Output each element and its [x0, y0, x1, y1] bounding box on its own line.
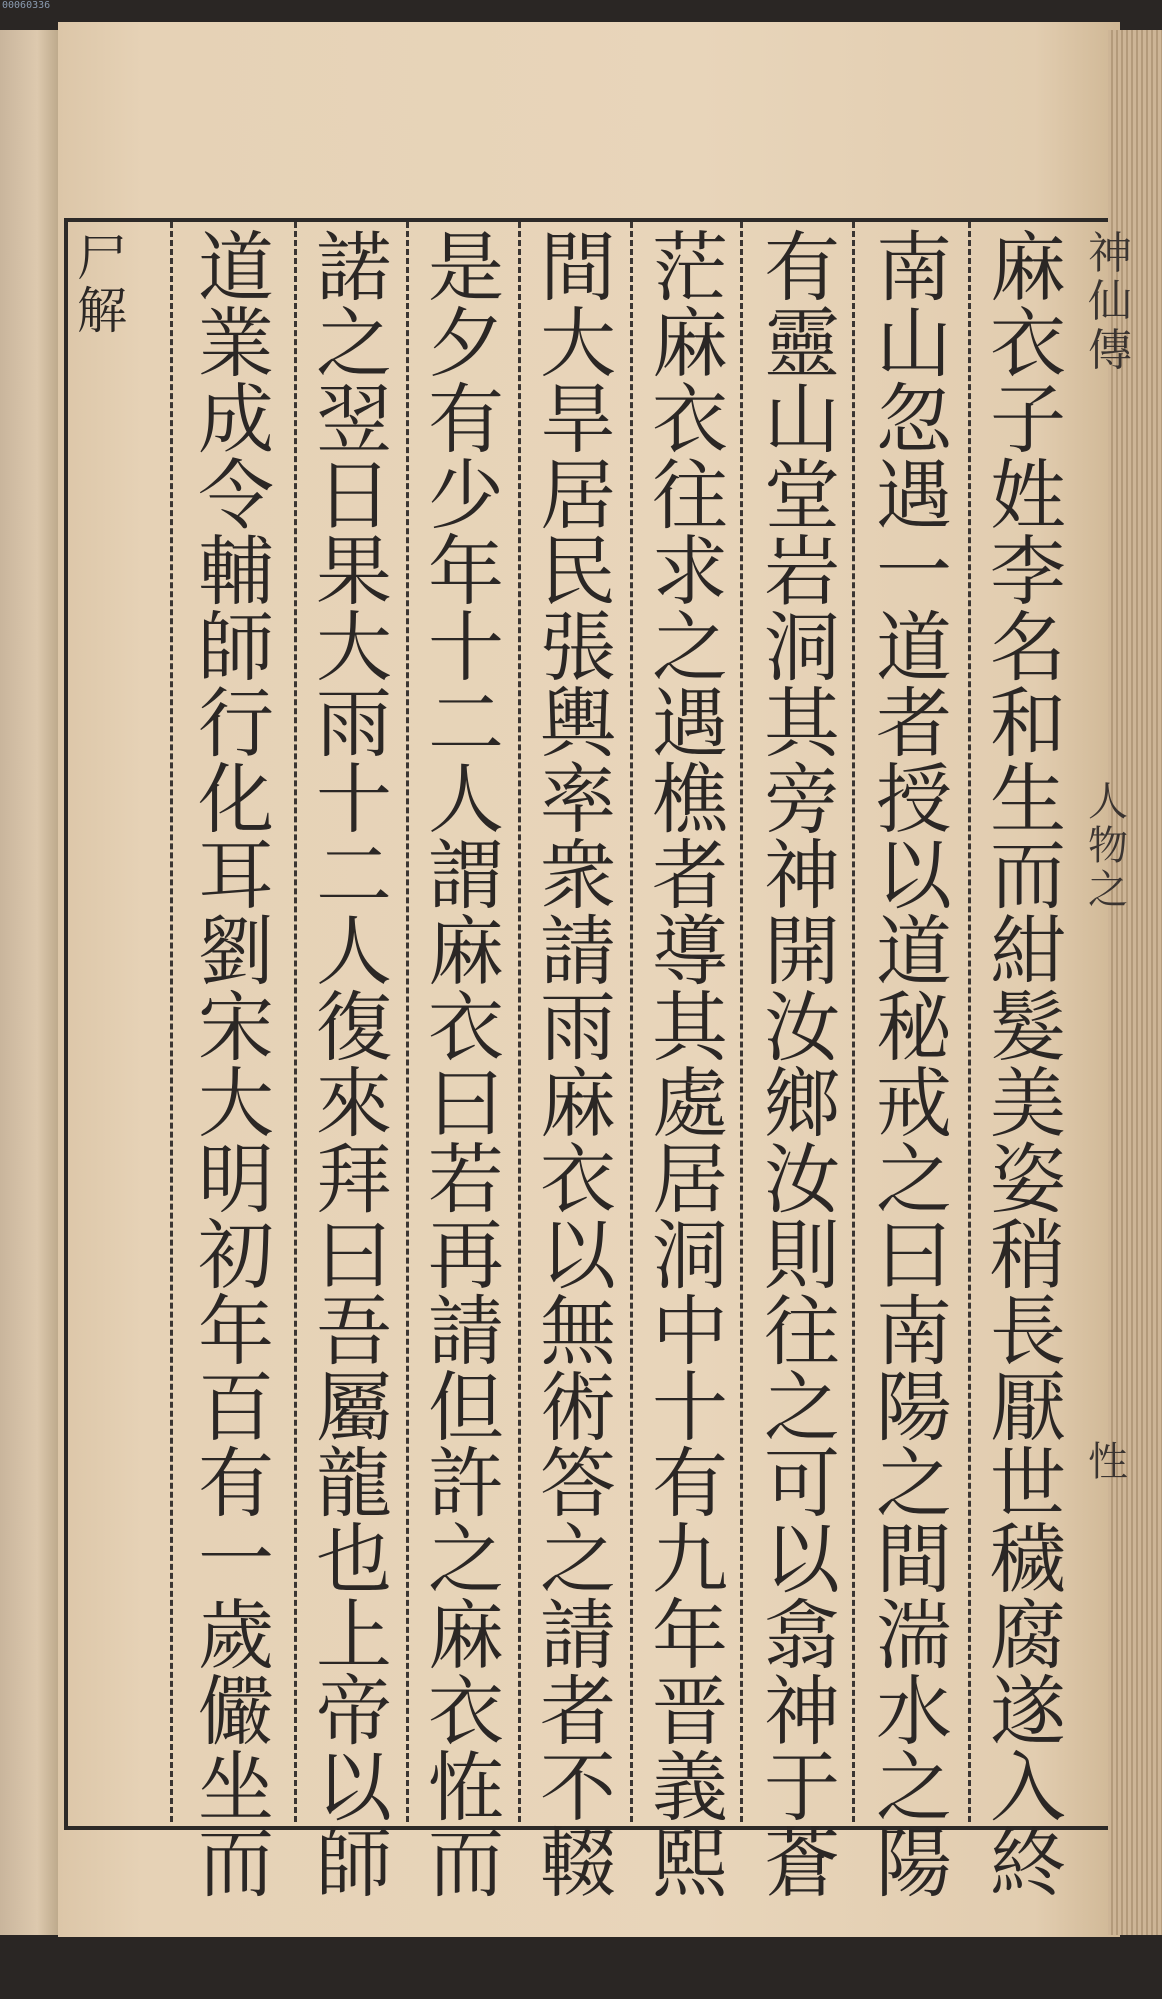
column-divider	[294, 222, 297, 1822]
glyph: 晋	[652, 1667, 728, 1756]
glyph: 和	[990, 679, 1066, 768]
text-column-6	[410, 223, 522, 1908]
glyph: 再	[428, 1211, 504, 1300]
glyph: 之	[652, 603, 728, 692]
glyph: 張	[540, 603, 616, 692]
glyph: 師	[316, 1819, 392, 1908]
glyph: 曰	[316, 1211, 392, 1300]
glyph: 山	[876, 299, 952, 388]
glyph: 之	[540, 1515, 616, 1604]
glyph: 大	[198, 1059, 274, 1148]
glyph: 之	[316, 299, 392, 388]
glyph: 傳	[1088, 324, 1132, 376]
glyph: 姿	[990, 1135, 1066, 1224]
glyph: 美	[990, 1059, 1066, 1148]
glyph: 術	[540, 1363, 616, 1452]
glyph: 長	[990, 1287, 1066, 1376]
glyph: 遂	[990, 1667, 1066, 1756]
glyph: 果	[316, 527, 392, 616]
glyph: 髮	[990, 983, 1066, 1072]
glyph: 師	[198, 603, 274, 692]
glyph: 有	[764, 223, 840, 312]
text-column-3	[746, 223, 858, 1908]
glyph: 之	[876, 1743, 952, 1832]
glyph: 有	[428, 375, 504, 464]
scan-id-label: 00060336	[2, 0, 51, 11]
glyph: 紺	[990, 907, 1066, 996]
glyph: 者	[876, 679, 952, 768]
glyph: 處	[652, 1059, 728, 1148]
glyph: 遇	[876, 451, 952, 540]
glyph: 秘	[876, 983, 952, 1072]
glyph: 堂	[764, 451, 840, 540]
glyph: 授	[876, 755, 952, 844]
glyph: 尸	[77, 229, 127, 287]
glyph: 成	[198, 375, 274, 464]
column-divider	[170, 222, 173, 1822]
glyph: 人	[1088, 779, 1128, 825]
glyph: 大	[316, 603, 392, 692]
glyph: 少	[428, 451, 504, 540]
glyph: 鄉	[764, 1059, 840, 1148]
glyph: 宋	[198, 983, 274, 1072]
glyph: 復	[316, 983, 392, 1072]
glyph: 化	[198, 755, 274, 844]
glyph: 衣	[428, 983, 504, 1072]
glyph: 十	[316, 755, 392, 844]
glyph: 也	[316, 1515, 392, 1604]
glyph: 曰	[428, 1059, 504, 1148]
glyph: 陽	[876, 1363, 952, 1452]
glyph: 麻	[652, 299, 728, 388]
glyph: 入	[990, 1743, 1066, 1832]
glyph: 陽	[876, 1819, 952, 1908]
glyph: 茫	[652, 223, 728, 312]
glyph: 率	[540, 755, 616, 844]
glyph: 岩	[764, 527, 840, 616]
glyph: 儼	[198, 1667, 274, 1756]
glyph: 來	[316, 1059, 392, 1148]
text-column-8	[180, 223, 292, 1908]
glyph: 年	[198, 1287, 274, 1376]
glyph: 是	[428, 223, 504, 312]
glyph: 一	[876, 527, 952, 616]
glyph: 雨	[316, 679, 392, 768]
glyph: 樵	[652, 755, 728, 844]
glyph: 間	[540, 223, 616, 312]
glyph: 可	[764, 1439, 840, 1528]
text-column-2	[858, 223, 970, 1908]
glyph: 耳	[198, 831, 274, 920]
glyph: 百	[198, 1363, 274, 1452]
glyph: 姓	[990, 451, 1066, 540]
glyph: 中	[652, 1287, 728, 1376]
glyph: 屬	[316, 1363, 392, 1452]
glyph: 輔	[198, 527, 274, 616]
glyph: 十	[428, 603, 504, 692]
glyph: 旁	[764, 755, 840, 844]
glyph: 雨	[540, 983, 616, 1072]
glyph: 以	[540, 1211, 616, 1300]
glyph: 往	[764, 1287, 840, 1376]
glyph: 衆	[540, 831, 616, 920]
glyph: 南	[876, 1287, 952, 1376]
glyph: 但	[428, 1363, 504, 1452]
glyph: 民	[540, 527, 616, 616]
glyph: 稍	[990, 1211, 1066, 1300]
glyph: 終	[990, 1819, 1066, 1908]
glyph: 洞	[652, 1211, 728, 1300]
glyph: 之	[876, 1135, 952, 1224]
glyph: 汝	[764, 1135, 840, 1224]
text-column-1	[972, 223, 1084, 1908]
glyph: 麻	[428, 907, 504, 996]
glyph: 業	[198, 299, 274, 388]
left-page-edge	[0, 30, 62, 1935]
glyph: 行	[198, 679, 274, 768]
glyph: 二	[316, 831, 392, 920]
glyph: 答	[540, 1439, 616, 1528]
glyph: 請	[540, 1591, 616, 1680]
glyph: 戒	[876, 1059, 952, 1148]
glyph: 蒼	[764, 1819, 840, 1908]
glyph: 年	[652, 1591, 728, 1680]
glyph: 神	[764, 1667, 840, 1756]
glyph: 忽	[876, 375, 952, 464]
glyph: 九	[652, 1515, 728, 1604]
glyph: 日	[316, 451, 392, 540]
glyph: 其	[652, 983, 728, 1072]
glyph: 物	[1088, 823, 1128, 869]
glyph: 衣	[428, 1667, 504, 1756]
glyph: 以	[316, 1743, 392, 1832]
glyph: 而	[990, 831, 1066, 920]
glyph: 無	[540, 1287, 616, 1376]
glyph: 翕	[764, 1591, 840, 1680]
glyph: 以	[876, 831, 952, 920]
glyph: 之	[764, 1363, 840, 1452]
glyph: 龍	[316, 1439, 392, 1528]
glyph: 道	[198, 223, 274, 312]
glyph: 大	[540, 299, 616, 388]
glyph: 洞	[764, 603, 840, 692]
glyph: 吾	[316, 1287, 392, 1376]
glyph: 輟	[540, 1819, 616, 1908]
glyph: 坐	[198, 1743, 274, 1832]
margin-title	[1082, 230, 1138, 375]
text-column-4	[634, 223, 746, 1908]
glyph: 旱	[540, 375, 616, 464]
glyph: 諾	[316, 223, 392, 312]
glyph: 上	[316, 1591, 392, 1680]
glyph: 南	[876, 223, 952, 312]
glyph: 年	[428, 527, 504, 616]
glyph: 性	[1088, 1439, 1128, 1485]
glyph: 恠	[428, 1743, 504, 1832]
glyph: 者	[540, 1667, 616, 1756]
glyph: 若	[428, 1135, 504, 1224]
glyph: 道	[876, 907, 952, 996]
glyph: 許	[428, 1439, 504, 1528]
glyph: 居	[540, 451, 616, 540]
glyph: 衣	[540, 1135, 616, 1224]
glyph: 衣	[652, 375, 728, 464]
glyph: 麻	[428, 1591, 504, 1680]
glyph: 山	[764, 375, 840, 464]
glyph: 請	[540, 907, 616, 996]
glyph: 穢	[990, 1515, 1066, 1604]
glyph: 初	[198, 1211, 274, 1300]
section-label	[74, 229, 130, 340]
glyph: 麻	[990, 223, 1066, 312]
glyph: 其	[764, 679, 840, 768]
glyph: 之	[428, 1515, 504, 1604]
glyph: 求	[652, 527, 728, 616]
glyph: 曰	[876, 1211, 952, 1300]
glyph: 一	[198, 1515, 274, 1604]
glyph: 汝	[764, 983, 840, 1072]
glyph: 神	[1088, 228, 1132, 279]
glyph: 而	[428, 1819, 504, 1908]
glyph: 請	[428, 1287, 504, 1376]
glyph: 令	[198, 451, 274, 540]
glyph: 開	[764, 907, 840, 996]
glyph: 熙	[652, 1819, 728, 1908]
glyph: 名	[990, 603, 1066, 692]
glyph: 夕	[428, 299, 504, 388]
glyph: 歲	[198, 1591, 274, 1680]
margin-note	[1080, 780, 1136, 912]
glyph: 者	[652, 831, 728, 920]
glyph: 間	[876, 1515, 952, 1604]
glyph: 生	[990, 755, 1066, 844]
glyph: 義	[652, 1743, 728, 1832]
glyph: 明	[198, 1135, 274, 1224]
glyph: 翌	[316, 375, 392, 464]
glyph: 遇	[652, 679, 728, 768]
glyph: 往	[652, 451, 728, 540]
glyph: 神	[764, 831, 840, 920]
glyph: 水	[876, 1667, 952, 1756]
glyph: 解	[77, 281, 127, 340]
glyph: 人	[428, 755, 504, 844]
glyph: 拜	[316, 1135, 392, 1224]
glyph: 麻	[540, 1059, 616, 1148]
glyph: 以	[764, 1515, 840, 1604]
glyph: 靈	[764, 299, 840, 388]
glyph: 謂	[428, 831, 504, 920]
glyph: 于	[764, 1743, 840, 1832]
glyph: 腐	[990, 1591, 1066, 1680]
text-column-5	[522, 223, 634, 1908]
glyph: 仙	[1088, 276, 1132, 328]
margin-note-bottom	[1080, 1440, 1136, 1484]
text-column-7	[298, 223, 410, 1908]
glyph: 而	[198, 1819, 274, 1908]
glyph: 劉	[198, 907, 274, 996]
glyph: 衣	[990, 299, 1066, 388]
glyph: 輿	[540, 679, 616, 768]
glyph: 李	[990, 527, 1066, 616]
glyph: 厭	[990, 1363, 1066, 1452]
glyph: 二	[428, 679, 504, 768]
glyph: 人	[316, 907, 392, 996]
glyph: 世	[990, 1439, 1066, 1528]
glyph: 湍	[876, 1591, 952, 1680]
glyph: 居	[652, 1135, 728, 1224]
glyph: 不	[540, 1743, 616, 1832]
glyph: 帝	[316, 1667, 392, 1756]
glyph: 子	[990, 375, 1066, 464]
glyph: 之	[876, 1439, 952, 1528]
glyph: 導	[652, 907, 728, 996]
glyph: 之	[1088, 867, 1128, 913]
glyph: 有	[652, 1439, 728, 1528]
glyph: 有	[198, 1439, 274, 1528]
glyph: 則	[764, 1211, 840, 1300]
glyph: 道	[876, 603, 952, 692]
glyph: 十	[652, 1363, 728, 1452]
